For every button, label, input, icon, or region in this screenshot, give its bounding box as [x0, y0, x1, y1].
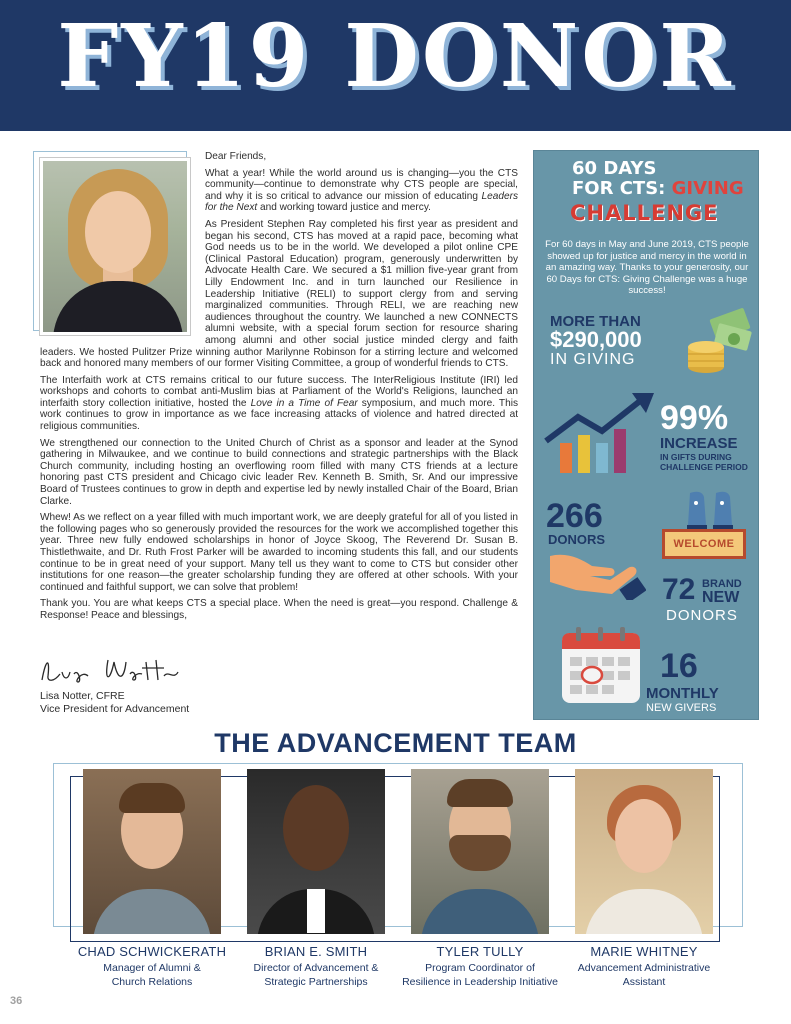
member-name-2: BRIAN E. SMITH [264, 944, 368, 959]
panel-heading: 60 DAYS FOR CTS: GIVING [572, 158, 744, 199]
signature-image [38, 652, 188, 688]
letter-paragraph-2: As President Stephen Ray completed his first year as president and began his second, CTS has moved at a rapid pace, becoming what God needs us to be in the world. We developed a pilot online CPE (Clinical Pastoral Education) program, generously underwritten by Advocate Health Care. We secured a $1 million five-year grant from Lilly Endowment Inc. and in turn launched our Resilience in Leadership Initiative (RELI) to support clergy from and serving marginalized communities. Through RELI, we are reaching new audiences throughout the country. We launched a new CONNECTS alumni website, with a special forum section for resource sharing among alumni and other social justice minded clergy and faith leaders. We hosted Pulitzer Prize winning author Marilynne Robinson for a stirring lecture and welcomed back and honored many members of our former Visiting Committee, a group of wonderful friends to CTS. [40, 218, 518, 370]
donors-label: DONORS [548, 532, 606, 547]
new-label: NEW [702, 589, 740, 606]
letter-paragraph-6: Thank you. You are what keeps CTS a special place. When the need is great—you respond. Challenge & Response! Peace and blessings, [40, 598, 518, 621]
coins-money-icon [684, 303, 754, 383]
signer-title: Vice President for Advancement [40, 703, 190, 715]
amount-value: $290,000 [550, 327, 642, 352]
giving-challenge-panel [533, 150, 759, 720]
member-role-3: Program Coordinator of Resilience in Leadership Initiative [402, 962, 558, 988]
letter-paragraph-5: Whew! As we reflect on a year filled with much important work, we are deeply grateful for all of you listed in the following pages who so generously provided the resources for the work we accomplished together this year. Three new fully endowed scholarships in honor of Joyce Skoog, The Reverend Dr. Susan B. Thistlethwaite, and Dr. Ruth Frost Parker will be awarded to incoming students this fall, and our students continue to be in great need of your support. Many tell us they want to come to CTS but consider other institutions for one reason—the greater scholarship funding they are offered at other schools. With your continued and faithful support, we can solve that problem! [40, 512, 518, 593]
increase-percent: 99% [660, 399, 729, 437]
signer-name: Lisa Notter, CFRE [40, 690, 125, 702]
letter-greeting: Dear Friends, [205, 151, 267, 162]
increase-sublabel: IN GIFTS DURING CHALLENGE PERIOD [660, 452, 748, 472]
team-photo-brian [247, 769, 385, 934]
more-than-label: MORE THAN [550, 313, 641, 330]
member-name-4: MARIE WHITNEY [590, 944, 698, 959]
member-role-1: Manager of Alumni & Church Relations [103, 962, 201, 988]
team-heading: THE ADVANCEMENT TEAM [214, 728, 577, 758]
team-photo-chad [83, 769, 221, 934]
member-name-3: TYLER TULLY [436, 944, 524, 959]
letter-paragraph-3: The Interfaith work at CTS remains critical to our future success. The InterReligious Institute (IRI) led workshops and cohorts to combat anti-Muslim bias at Parliament of the World's Religions, launched an interfaith story collection initiative, hosted the Love in a Time of Fear symposium, and much more. This work continues to grow in importance as we face increasing attacks of violence and hatred directed at religious communities. [40, 374, 519, 433]
growth-chart-icon [544, 391, 656, 475]
new-donors-count: 72 [662, 573, 696, 606]
new-givers-label: NEW GIVERS [646, 702, 717, 714]
team-photo-marie [575, 769, 713, 934]
increase-label: INCREASE [660, 435, 738, 452]
panel-description: For 60 days in May and June 2019, CTS people showed up for justice and mercy in the world in an amazing way. Thanks to your generosity, our 60 Days for CTS: Giving Challenge was a huge success! [545, 239, 749, 296]
letter-paragraph-4: We strengthened our connection to the United Church of Christ as a sponsor and leader at the Synod gathering in Milwaukee, and we continue to build connections and strategic partnerships with the Black Church community, including hosting an overflowing room filled with many CTS friends at a lecture honoring past CTS president and Chicago civic leader Rev. Kenneth B. Smith, Sr. And our impressive Board of Trustees continues to grow in depth and expertise led by newly installed Chair of the Board, Brian Clarke. [40, 437, 518, 507]
team-photo-tyler [411, 769, 549, 934]
donors-count: 266 [546, 497, 603, 535]
letter-paragraph-1: What a year! While the world around us is changing—you the CTS community—continue to demonstrate why CTS people are special, and why it is so critical to advance our mission of educating Leaders for the Next and working toward justice and mercy. [205, 167, 518, 214]
welcome-mat [662, 529, 746, 559]
page-number: 36 [10, 995, 23, 1007]
giving-hand-icon [546, 546, 646, 600]
signature-block [40, 690, 189, 716]
header-banner [0, 0, 791, 131]
brand-label: BRAND [702, 578, 742, 590]
welcome-text: WELCOME [673, 538, 735, 550]
letter-body [40, 151, 518, 627]
calendar-icon [560, 625, 642, 705]
page-title: FY19 DONOR [57, 6, 734, 107]
in-giving-label: IN GIVING [550, 351, 636, 368]
challenge-heading: CHALLENGE [570, 201, 719, 225]
member-name-1: CHAD SCHWICKERATH [77, 944, 227, 959]
member-role-4: Advancement Administrative Assistant [577, 962, 711, 988]
member-role-2: Director of Advancement & Strategic Partnerships [253, 962, 379, 988]
new-donors-label: DONORS [666, 607, 738, 624]
monthly-givers-count: 16 [660, 647, 698, 685]
monthly-label: MONTHLY [646, 685, 719, 702]
shoes-icon [684, 489, 740, 531]
